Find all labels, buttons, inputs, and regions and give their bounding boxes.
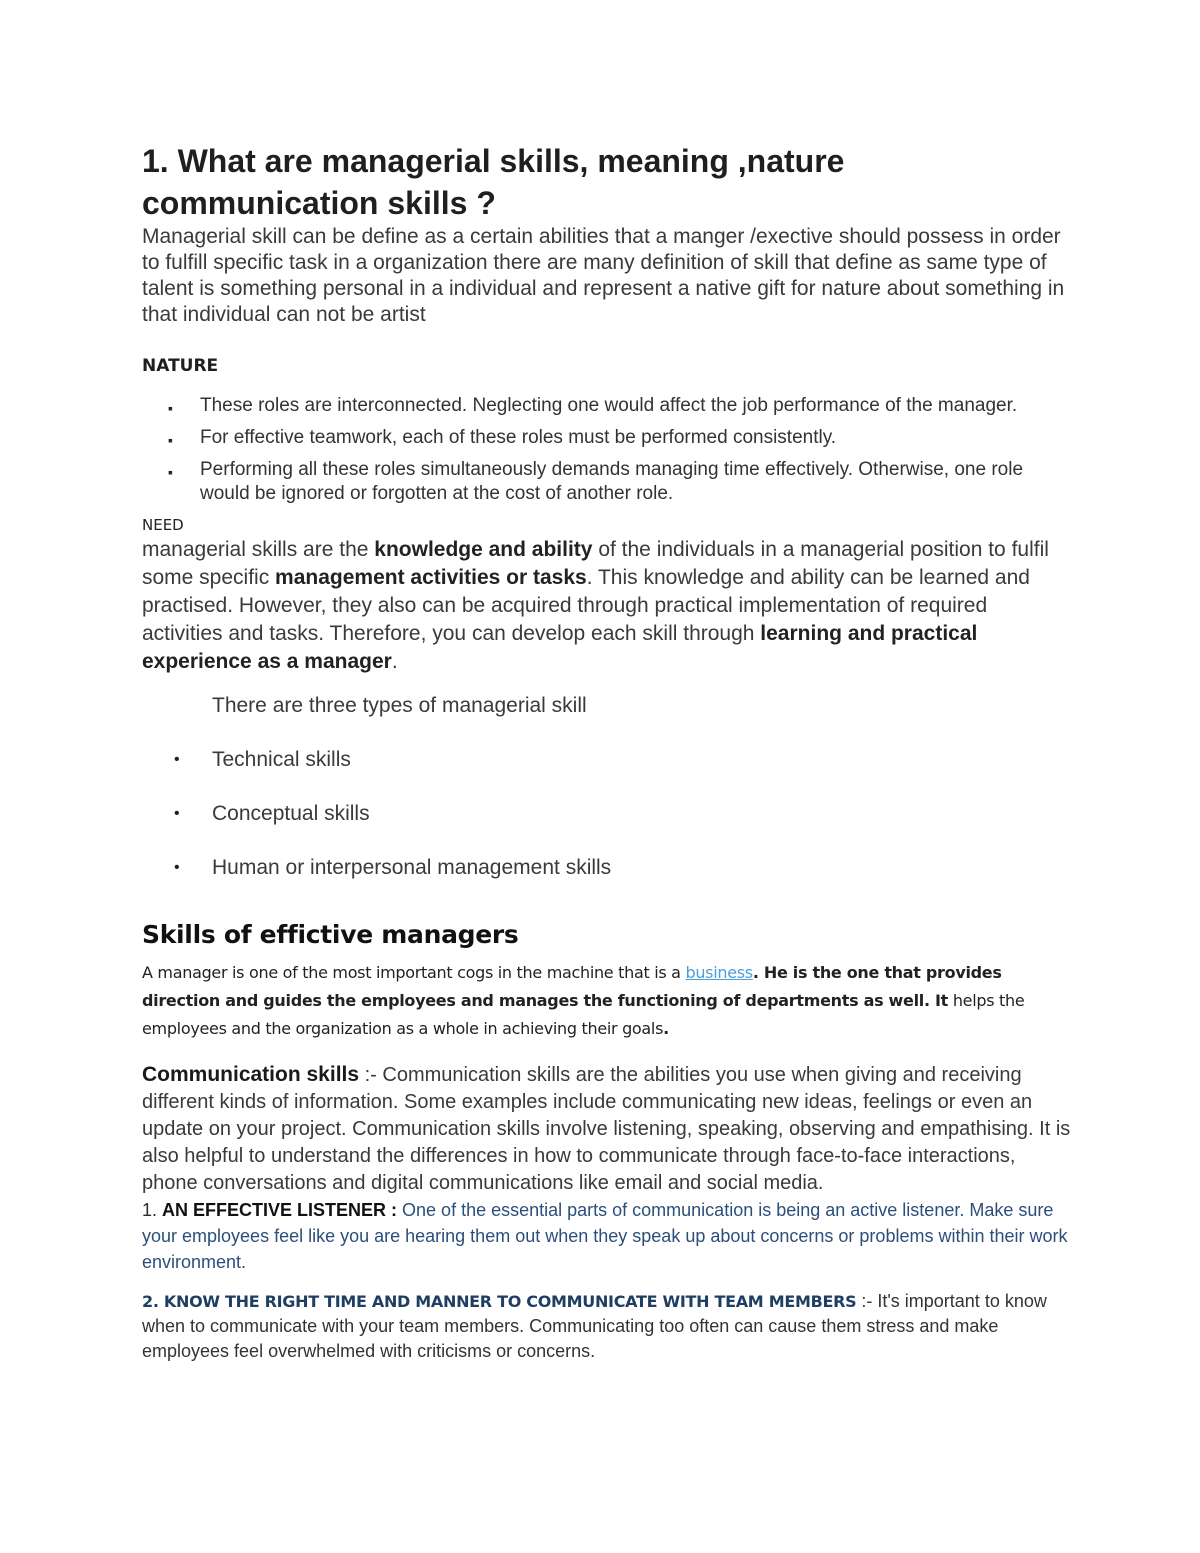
list-item [142,800,1072,828]
paragraph-bold-text: . [663,1019,669,1038]
bullet-icon: • [174,751,180,768]
listener-number: 1. [142,1200,163,1220]
list-item-text: Human or interpersonal management skills [212,856,612,879]
intro-paragraph: Managerial skill can be define as a certain abilities that a manger /exective should possess in order to fulfill specific task in a organization there are many definition of skill that define as same type of talent is something personal in a individual and represent a native gift for nature about something in that individual can not be artist [142,225,1065,326]
list-item-text: For effective teamwork, each of these roles must be performed consistently. [200,427,837,448]
paragraph-text: A manager is one of the most important cogs in the machine that is a [142,963,686,982]
listener-text: One of the essential parts of communication is being an active listener. Make sure your employees feel like you are hearing them out when they speak up about concerns or problems within their work environment. [142,1200,1068,1272]
list-item-text: Performing all these roles simultaneously demands managing time effectively. Otherwise, one role would be ignored or forgotten at the cost of another role. [200,459,1024,504]
paragraph-bold-text: It [935,991,949,1010]
communication-heading: Communication skills [142,1063,360,1086]
nature-list [142,394,1072,506]
paragraph-bold-text: . He is the one that provides direction and guides the employees and manages the functioning of departments as well. [142,963,1002,1010]
communication-paragraph [142,1061,1072,1197]
bullet-icon: • [174,805,180,822]
list-item [142,458,1072,506]
need-bold-text: management activities or tasks [275,566,587,589]
square-bullet-icon: ▪ [168,400,173,416]
need-text: . This knowledge and ability can be learned and practised. However, they also can be acquired through practical implementation of required activities and tasks. Therefore, you can develop each skill through [142,566,1030,645]
section-heading-effective-managers: Skills of effictive managers [142,920,519,949]
need-text: . [391,650,398,673]
know-paragraph [142,1289,1072,1364]
listener-paragraph [142,1197,1072,1275]
square-bullet-icon: ▪ [168,432,173,448]
communication-text: :- Communication skills are the abilities you use when giving and receiving different kinds of information. Some examples include communicating new ideas, feelings or even an update on your project. Communication skills involve listening, speaking, observing and empathising. It is also helpful to understand the differences in how to communicate through face-to-face interactions, phone conversations and digital communications like email and social media. [142,1064,1071,1194]
bullet-icon: • [174,859,180,876]
nature-heading: NATURE [142,356,219,376]
need-bold-text: knowledge and ability [374,538,593,561]
types-intro: There are three types of managerial skill [212,694,587,717]
document-page [142,140,1072,1364]
list-item-text: Technical skills [212,748,351,771]
list-item [142,746,1072,774]
effective-paragraph [142,959,1072,1043]
need-bold-text: learning and practical experience as a manager [142,622,978,673]
list-item [142,394,1072,418]
list-item [142,426,1072,450]
list-item [142,854,1072,882]
know-text: :- It's important to know when to communicate with your team members. Communicating too often can cause them stress and make employees feel overwhelmed with criticisms or concerns. [142,1291,1047,1361]
paragraph-text: helps the employees and the organization as a whole in achieving their goals [142,991,1025,1038]
need-text: managerial skills are the [142,538,375,561]
need-paragraph [142,536,1072,676]
need-text: of the individuals in a managerial position to fulfil some specific [142,538,1049,589]
list-item-text: Conceptual skills [212,802,370,825]
business-link[interactable]: business [685,963,753,982]
know-heading: 2. KNOW THE RIGHT TIME AND MANNER TO COMMUNICATE WITH TEAM MEMBERS [142,1292,857,1311]
types-list [142,746,1072,882]
listener-heading: AN EFFECTIVE LISTENER : [162,1200,398,1220]
list-item-text: These roles are interconnected. Neglecting one would affect the job performance of the manager. [200,395,1018,416]
need-heading: NEED [142,516,184,534]
square-bullet-icon: ▪ [168,464,173,480]
page-title: 1. What are managerial skills, meaning ,nature communication skills ? [142,143,845,221]
